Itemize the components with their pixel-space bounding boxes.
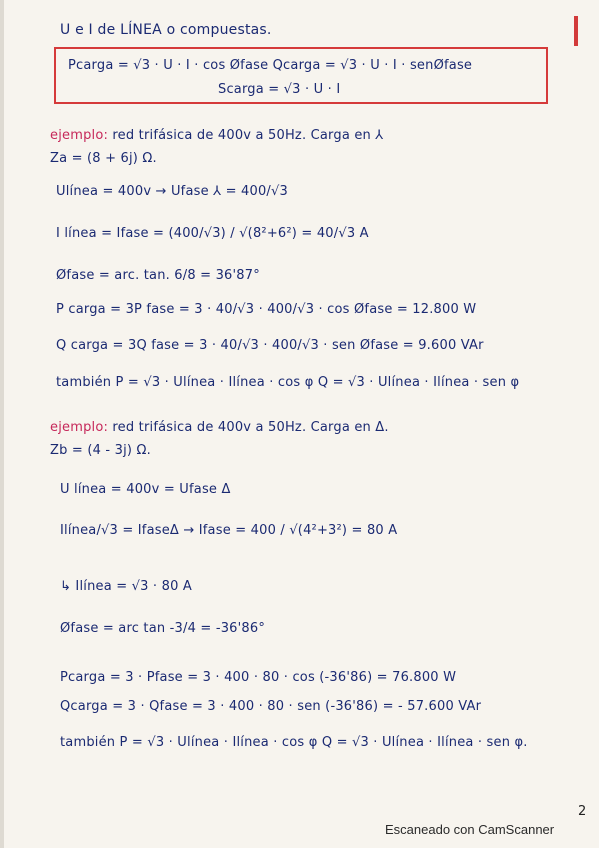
example-1-impedance: Za = (8 + 6j) Ω.: [50, 151, 157, 166]
example-1-step-4: P carga = 3P fase = 3 · 40/√3 · 400/√3 · cos Øfase = 12.800 W: [56, 302, 477, 317]
example-1-description: red trifásica de 400v a 50Hz. Carga en ⅄: [112, 128, 384, 143]
scanner-watermark: Escaneado con CamScanner: [385, 822, 555, 837]
example-2-impedance: Zb = (4 - 3j) Ω.: [50, 443, 151, 458]
example-1-step-1: Ulínea = 400v → Ufase ⅄ = 400/√3: [56, 184, 288, 199]
example-2-step-4: Øfase = arc tan -3/4 = -36'86°: [60, 621, 266, 636]
example-1-step-2: I línea = Ifase = (400/√3) / √(8²+6²) = 40/√3 A: [56, 226, 369, 241]
section-heading: U e I de LÍNEA o compuestas.: [60, 22, 272, 38]
page-number: 2: [578, 804, 587, 819]
example-2-step-3: ↳ Ilínea = √3 · 80 A: [60, 579, 192, 594]
binding-edge: [0, 0, 4, 848]
example-2-description: red trifásica de 400v a 50Hz. Carga en Δ.: [112, 420, 389, 435]
margin-mark: [574, 16, 578, 46]
example-1-step-6: también P = √3 · Ulínea · Ilínea · cos φ Q = √3 · Ulínea · Ilínea · sen φ: [56, 375, 520, 390]
example-1-label: ejemplo:: [50, 128, 109, 143]
formula-box-line-1: Pcarga = √3 · U · I · cos Øfase Qcarga = √3 · U · I · senØfase: [68, 58, 473, 73]
example-1-step-5: Q carga = 3Q fase = 3 · 40/√3 · 400/√3 · sen Øfase = 9.600 VAr: [56, 338, 484, 353]
example-1-step-3: Øfase = arc. tan. 6/8 = 36'87°: [56, 268, 260, 283]
example-2-intro: [50, 420, 389, 435]
example-2-step-5: Pcarga = 3 · Pfase = 3 · 400 · 80 · cos (-36'86) = 76.800 W: [60, 670, 457, 685]
example-2-step-1: U línea = 400v = Ufase Δ: [60, 482, 231, 497]
formula-box-line-2: Scarga = √3 · U · I: [218, 82, 341, 97]
example-2-step-2: Ilínea/√3 = IfaseΔ → Ifase = 400 / √(4²+3²) = 80 A: [60, 523, 398, 538]
example-2-step-6: Qcarga = 3 · Qfase = 3 · 400 · 80 · sen (-36'86) = - 57.600 VAr: [60, 699, 482, 714]
example-1-intro: [50, 128, 383, 143]
example-2-step-7: también P = √3 · Ulínea · Ilínea · cos φ Q = √3 · Ulínea · Ilínea · sen φ.: [60, 735, 528, 750]
example-2-label: ejemplo:: [50, 420, 109, 435]
